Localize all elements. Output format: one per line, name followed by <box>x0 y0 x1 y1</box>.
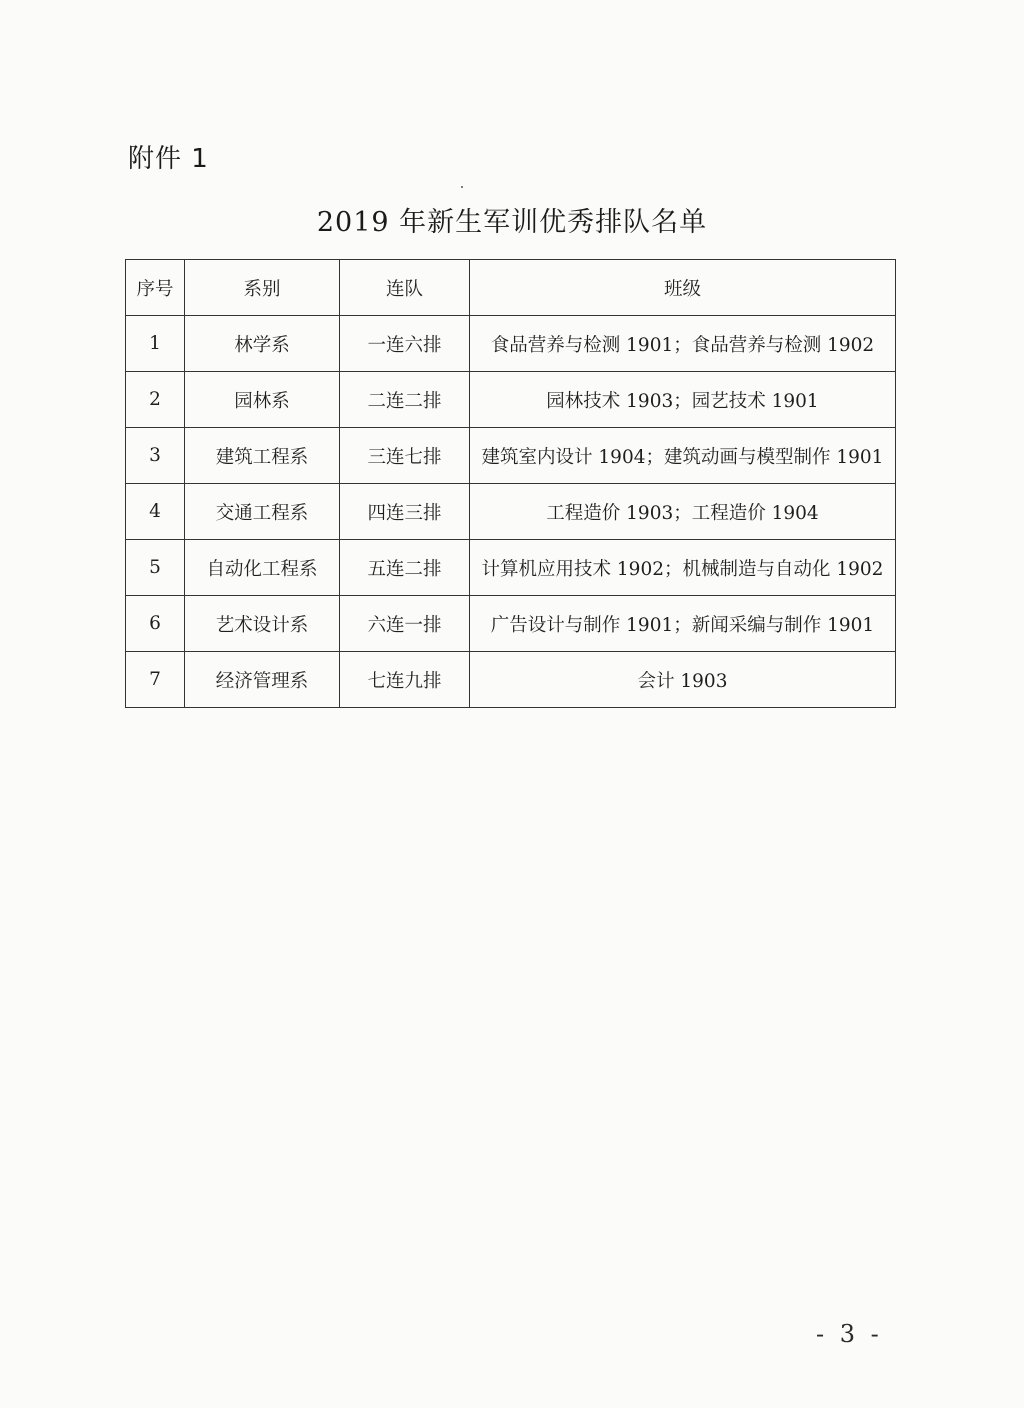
cell-classes: 建筑室内设计 1904；建筑动画与模型制作 1901 <box>470 428 896 484</box>
table-row <box>126 540 896 596</box>
cell-classes: 广告设计与制作 1901；新闻采编与制作 1901 <box>470 596 896 652</box>
header-department: 系别 <box>185 260 340 316</box>
table-row <box>126 596 896 652</box>
table-row <box>126 372 896 428</box>
cell-classes: 工程造价 1903；工程造价 1904 <box>470 484 896 540</box>
cell-department: 建筑工程系 <box>185 428 340 484</box>
header-classes: 班级 <box>470 260 896 316</box>
cell-company: 五连二排 <box>340 540 470 596</box>
cell-number: 3 <box>126 428 185 484</box>
cell-number: 4 <box>126 484 185 540</box>
table-row <box>126 428 896 484</box>
cell-number: 7 <box>126 652 185 708</box>
cell-classes: 会计 1903 <box>470 652 896 708</box>
header-number: 序号 <box>126 260 185 316</box>
table-row <box>126 316 896 372</box>
cell-company: 六连一排 <box>340 596 470 652</box>
header-company: 连队 <box>340 260 470 316</box>
cell-company: 四连三排 <box>340 484 470 540</box>
cell-number: 2 <box>126 372 185 428</box>
scan-speck <box>461 186 463 188</box>
table-row <box>126 652 896 708</box>
attachment-label: 附件 1 <box>128 144 209 174</box>
cell-number: 5 <box>126 540 185 596</box>
cell-classes: 园林技术 1903；园艺技术 1901 <box>470 372 896 428</box>
cell-classes: 计算机应用技术 1902；机械制造与自动化 1902 <box>470 540 896 596</box>
cell-department: 园林系 <box>185 372 340 428</box>
cell-company: 一连六排 <box>340 316 470 372</box>
cell-department: 艺术设计系 <box>185 596 340 652</box>
table-header-row <box>126 260 896 316</box>
cell-department: 自动化工程系 <box>185 540 340 596</box>
document-title: 2019 年新生军训优秀排队名单 <box>316 207 708 238</box>
roster-table <box>125 259 896 708</box>
cell-company: 七连九排 <box>340 652 470 708</box>
page-number: - 3 - <box>816 1320 883 1348</box>
cell-department: 林学系 <box>185 316 340 372</box>
cell-department: 交通工程系 <box>185 484 340 540</box>
cell-company: 二连二排 <box>340 372 470 428</box>
cell-classes: 食品营养与检测 1901；食品营养与检测 1902 <box>470 316 896 372</box>
cell-department: 经济管理系 <box>185 652 340 708</box>
table-row <box>126 484 896 540</box>
cell-company: 三连七排 <box>340 428 470 484</box>
cell-number: 6 <box>126 596 185 652</box>
cell-number: 1 <box>126 316 185 372</box>
